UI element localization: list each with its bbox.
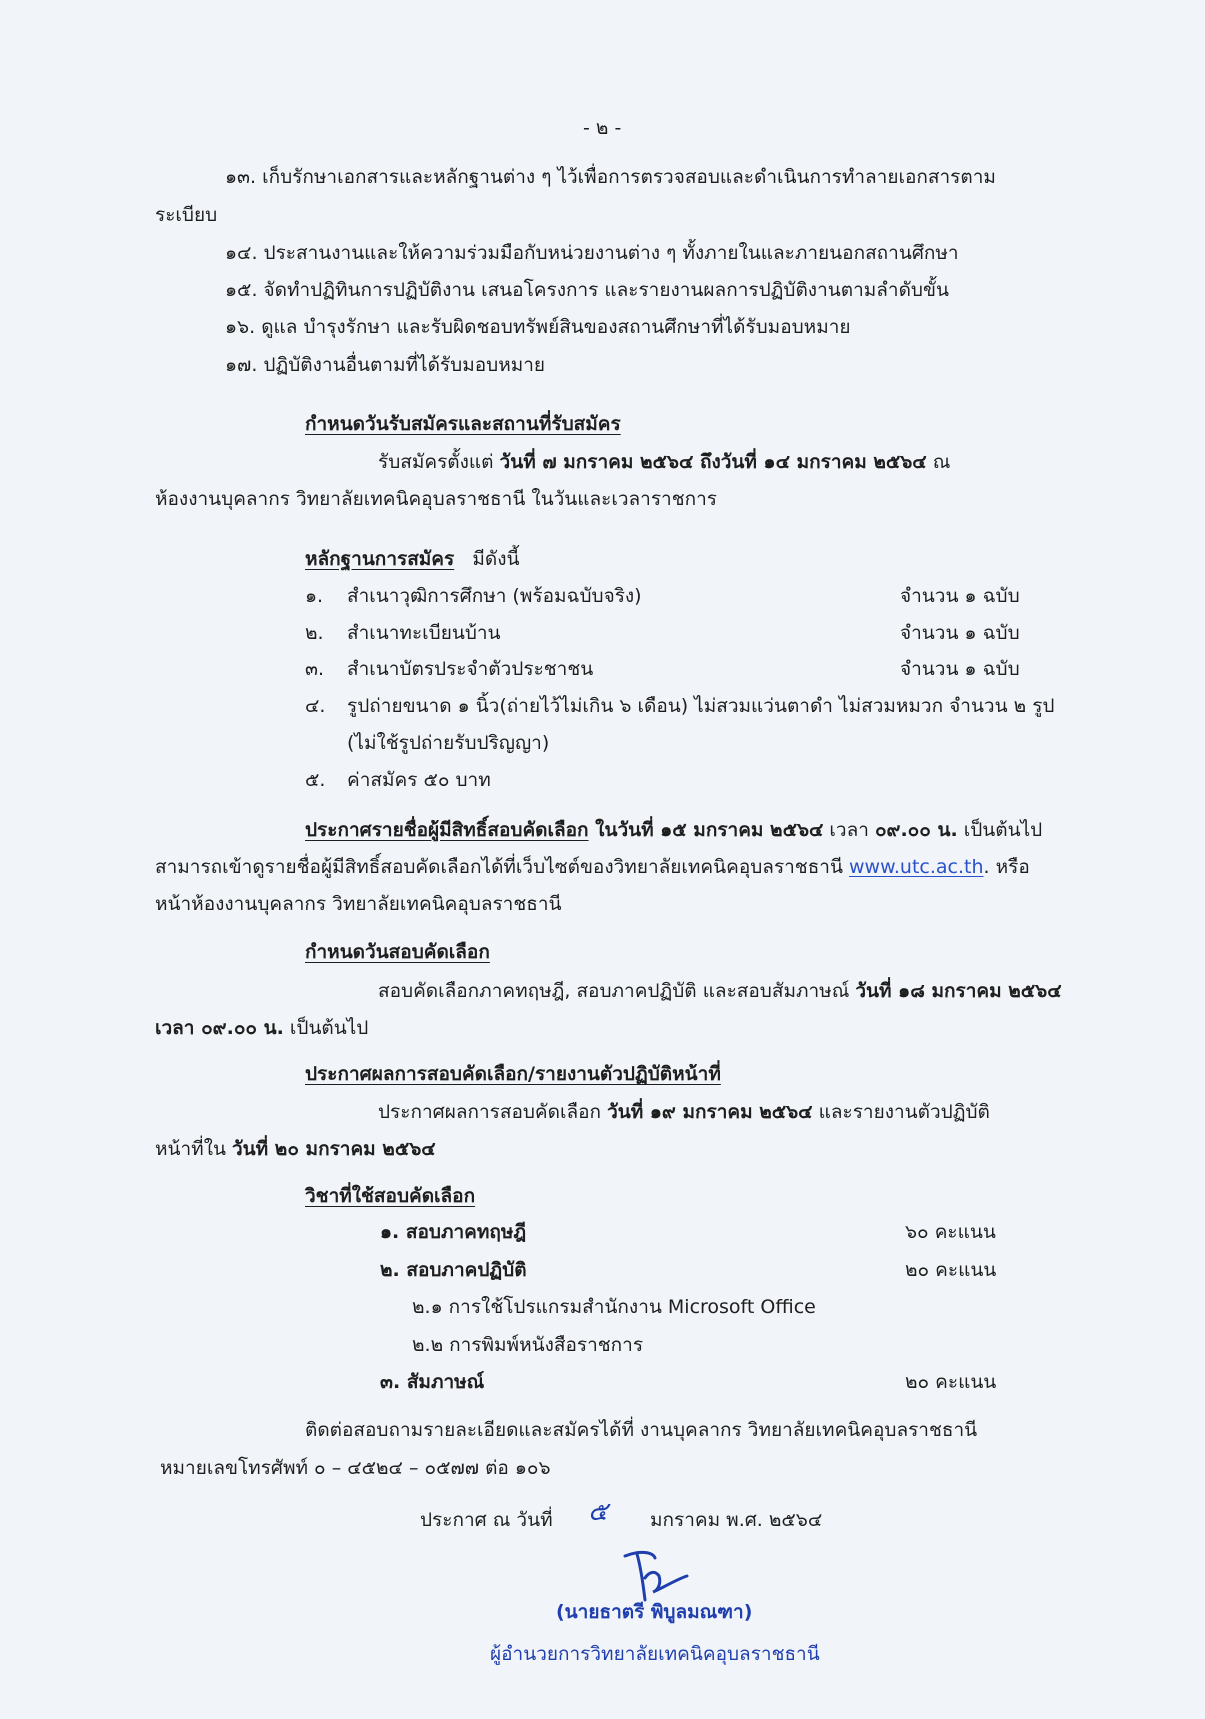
document-item-3: ๓. สำเนาบัตรประจำตัวประชาชน bbox=[305, 658, 594, 680]
contact-line1: ติดต่อสอบถามรายละเอียดและสมัครได้ที่ งานบุคลากร วิทยาลัยเทคนิคอุบลราชธานี bbox=[305, 1419, 978, 1441]
results-heading: ประกาศผลการสอบคัดเลือก/รายงานตัวปฏิบัติหน้าที่ bbox=[305, 1063, 721, 1085]
subject-practical-typing: ๒.๒ การพิมพ์หนังสือราชการ bbox=[412, 1334, 644, 1356]
exam-date-line2: เวลา ๐๙.๐๐ น. เป็นต้นไป bbox=[155, 1017, 369, 1039]
utc-website-link[interactable]: www.utc.ac.th bbox=[849, 856, 984, 878]
document-qty-1: จำนวน ๑ ฉบับ bbox=[900, 585, 1020, 607]
duty-13: ๑๓. เก็บรักษาเอกสารและหลักฐานต่าง ๆ ไว้เพื่อการตรวจสอบและดำเนินการทำลายเอกสารตาม bbox=[225, 166, 996, 188]
documents-heading: หลักฐานการสมัคร มีดังนี้ bbox=[305, 548, 520, 570]
signatory-name: (นายธาตรี พิบูลมณฑา) bbox=[556, 1601, 753, 1623]
subject-theory-score: ๖๐ คะแนน bbox=[905, 1221, 996, 1243]
announce-date-prefix: ประกาศ ณ วันที่ bbox=[420, 1509, 553, 1531]
duty-13-cont: ระเบียบ bbox=[155, 204, 218, 226]
signatory-position: ผู้อำนวยการวิทยาลัยเทคนิคอุบลราชธานี bbox=[490, 1643, 820, 1665]
announce-date-day: ๕ bbox=[588, 1497, 608, 1527]
eligible-announcement-line2: สามารถเข้าดูรายชื่อผู้มีสิทธิ์สอบคัดเลือกได้ที่เว็บไซต์ของวิทยาลัยเทคนิคอุบลราชธานี www.utc.ac.th. หรือ bbox=[155, 856, 1030, 878]
results-line1: ประกาศผลการสอบคัดเลือก วันที่ ๑๙ มกราคม ๒๕๖๔ และรายงานตัวปฏิบัติ bbox=[378, 1101, 990, 1123]
item-number: ๑. bbox=[305, 585, 324, 607]
eligible-announcement-line3: หน้าห้องงานบุคลากร วิทยาลัยเทคนิคอุบลราชธานี bbox=[155, 893, 562, 915]
subject-interview: ๓. สัมภาษณ์ bbox=[380, 1371, 485, 1393]
duty-15: ๑๕. จัดทำปฏิทินการปฏิบัติงาน เสนอโครงการ และรายงานผลการปฏิบัติงานตามลำดับขั้น bbox=[225, 279, 949, 301]
results-line2: หน้าที่ใน วันที่ ๒๐ มกราคม ๒๕๖๔ bbox=[155, 1138, 436, 1160]
eligible-announcement-line1: ประกาศรายชื่อผู้มีสิทธิ์สอบคัดเลือก ในวันที่ ๑๕ มกราคม ๒๕๖๔ เวลา ๐๙.๐๐ น. เป็นต้นไป bbox=[305, 819, 1043, 841]
announce-date-suffix: มกราคม พ.ศ. ๒๕๖๔ bbox=[650, 1509, 823, 1531]
application-period-line2: ห้องงานบุคลากร วิทยาลัยเทคนิคอุบลราชธานี ในวันและเวลาราชการ bbox=[155, 488, 717, 510]
subject-theory: ๑. สอบภาคทฤษฎี bbox=[380, 1221, 527, 1243]
document-item-5: ๕. ค่าสมัคร ๕๐ บาท bbox=[305, 769, 491, 791]
subject-practical: ๒. สอบภาคปฏิบัติ bbox=[380, 1259, 527, 1281]
duty-14: ๑๔. ประสานงานและให้ความร่วมมือกับหน่วยงานต่าง ๆ ทั้งภายในและภายนอกสถานศึกษา bbox=[225, 242, 959, 264]
application-period-heading: กำหนดวันรับสมัครและสถานที่รับสมัคร bbox=[305, 413, 621, 435]
document-item-2: ๒. สำเนาทะเบียนบ้าน bbox=[305, 622, 501, 644]
exam-date-line1: สอบคัดเลือกภาคทฤษฎี, สอบภาคปฏิบัติ และสอบสัมภาษณ์ วันที่ ๑๘ มกราคม ๒๕๖๔ bbox=[378, 980, 1062, 1002]
page-number: - ๒ - bbox=[583, 117, 622, 139]
document-qty-3: จำนวน ๑ ฉบับ bbox=[900, 658, 1020, 680]
document-item-1: ๑. สำเนาวุฒิการศึกษา (พร้อมฉบับจริง) bbox=[305, 585, 642, 607]
subjects-heading: วิชาที่ใช้สอบคัดเลือก bbox=[305, 1185, 476, 1207]
subject-interview-score: ๒๐ คะแนน bbox=[905, 1371, 997, 1393]
subject-practical-office: ๒.๑ การใช้โปรแกรมสำนักงาน Microsoft Office bbox=[412, 1296, 816, 1318]
document-item-4: ๔. รูปถ่ายขนาด ๑ นิ้ว(ถ่ายไว้ไม่เกิน ๖ เดือน) ไม่สวมแว่นตาดำ ไม่สวมหมวก จำนวน ๒ รูป bbox=[305, 695, 1055, 717]
contact-line2: หมายเลขโทรศัพท์ ๐ – ๔๕๒๔ – ๐๕๗๗ ต่อ ๑๐๖ bbox=[160, 1457, 551, 1479]
document-item-4-cont: (ไม่ใช้รูปถ่ายรับปริญญา) bbox=[347, 732, 550, 754]
exam-date-heading: กำหนดวันสอบคัดเลือก bbox=[305, 941, 490, 963]
duty-16: ๑๖. ดูแล บำรุงรักษา และรับผิดชอบทรัพย์สินของสถานศึกษาที่ได้รับมอบหมาย bbox=[225, 316, 851, 338]
subject-practical-score: ๒๐ คะแนน bbox=[905, 1259, 997, 1281]
document-qty-2: จำนวน ๑ ฉบับ bbox=[900, 622, 1020, 644]
application-period-line1: รับสมัครตั้งแต่ วันที่ ๗ มกราคม ๒๕๖๔ ถึงวันที่ ๑๔ มกราคม ๒๕๖๔ ณ bbox=[378, 451, 951, 473]
duty-17: ๑๗. ปฏิบัติงานอื่นตามที่ได้รับมอบหมาย bbox=[225, 354, 546, 376]
